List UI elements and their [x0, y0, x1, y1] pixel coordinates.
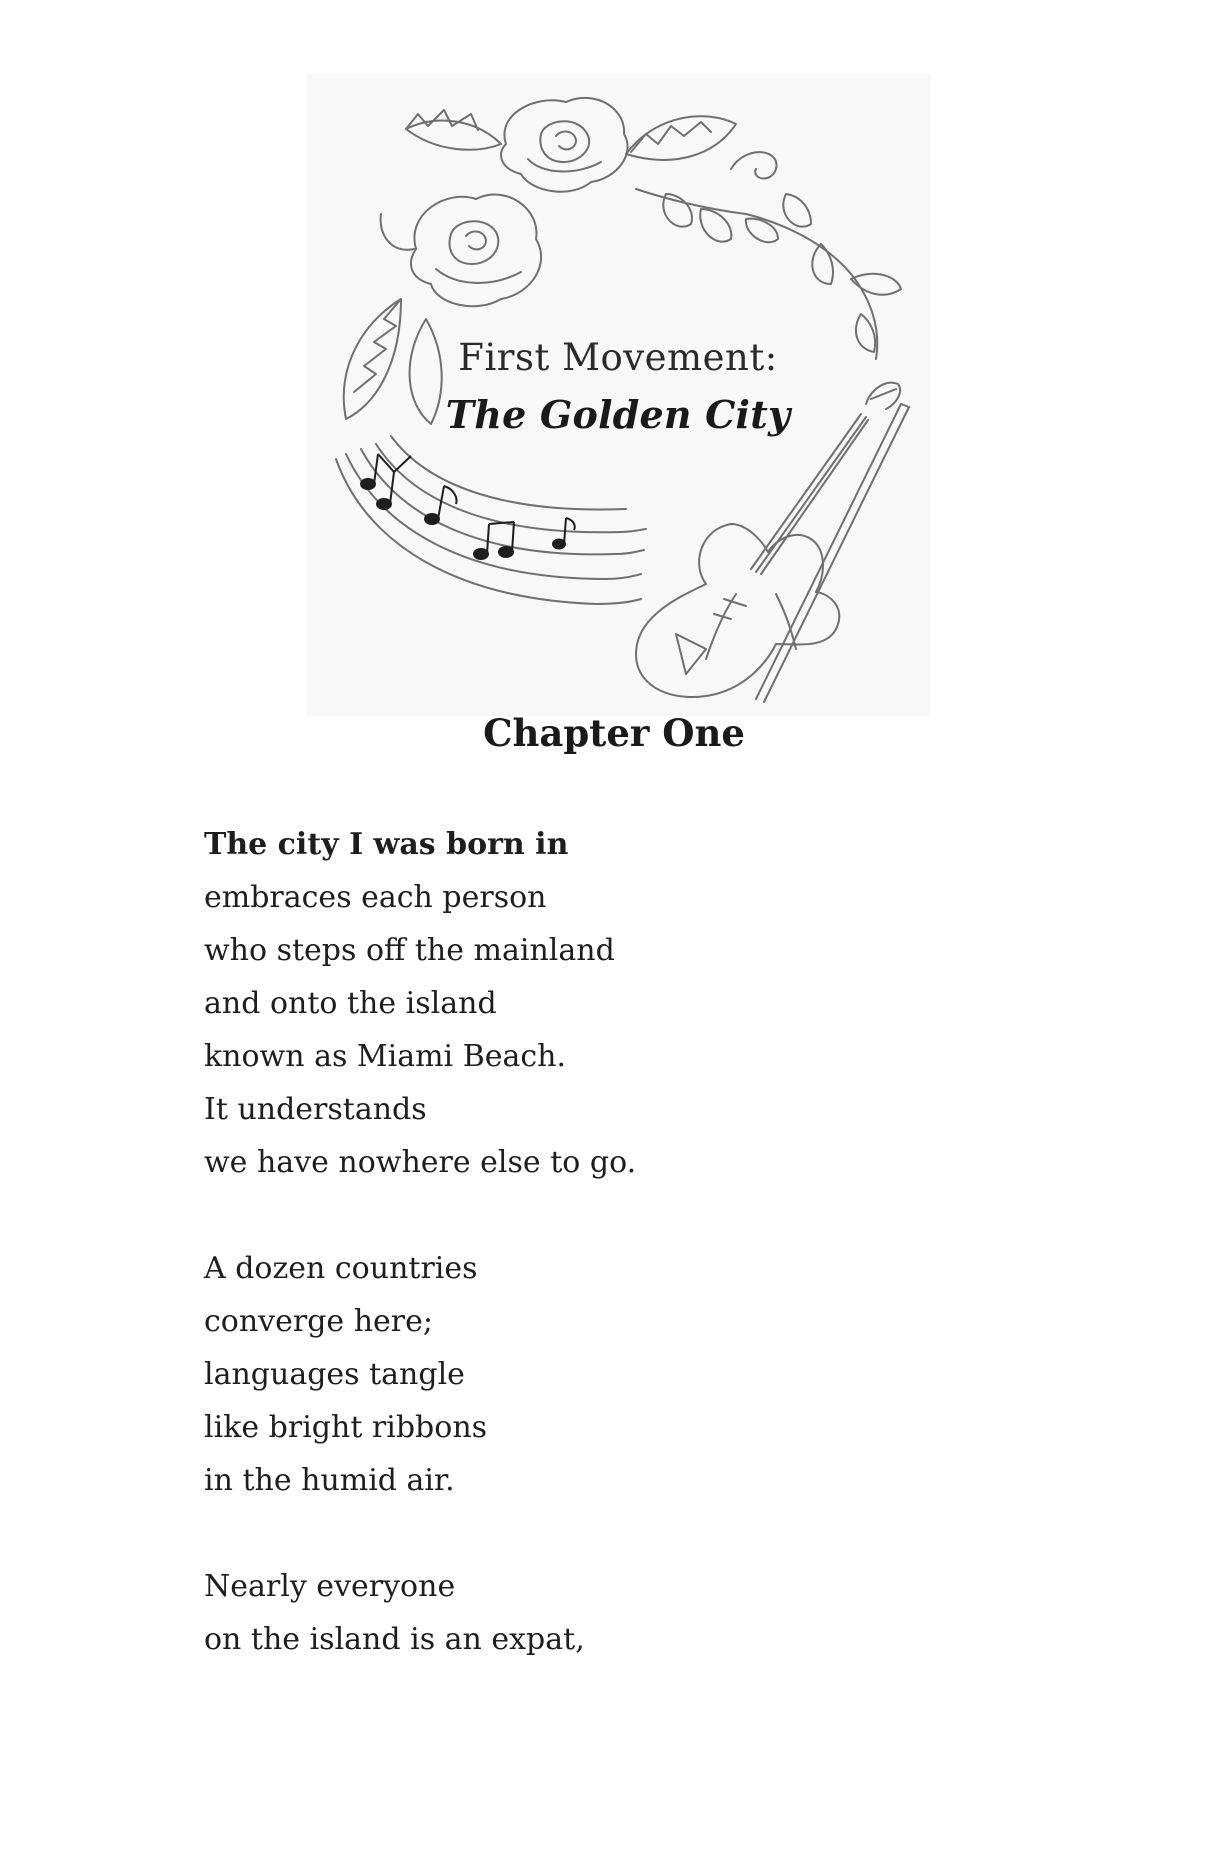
poem-line: and onto the island — [204, 986, 497, 1021]
poem-line: in the humid air. — [204, 1463, 455, 1498]
movement-title: The Golden City — [445, 392, 791, 437]
poem-stanza — [204, 818, 1104, 1189]
poem-stanza — [204, 1242, 1104, 1507]
poem-line: Nearly everyone — [204, 1569, 456, 1604]
movement-label: First Movement: — [458, 336, 778, 379]
poem-line: on the island is an expat, — [204, 1622, 585, 1657]
poem-line: It understands — [204, 1092, 427, 1127]
poem-line: The city I was born in — [204, 827, 569, 862]
poem-stanza — [204, 1560, 1104, 1666]
poem-line: A dozen countries — [204, 1251, 478, 1286]
poem-line: embraces each person — [204, 880, 547, 915]
poem-line: converge here; — [204, 1304, 433, 1339]
poem-body — [204, 818, 1104, 1719]
chapter-title: Chapter One — [483, 711, 745, 755]
poem-line: like bright ribbons — [204, 1410, 488, 1445]
chapter-illustration — [306, 74, 930, 716]
poem-line: we have nowhere else to go. — [204, 1145, 637, 1180]
poem-line: languages tangle — [204, 1357, 465, 1392]
poem-line: who steps off the mainland — [204, 933, 615, 968]
poem-line: known as Miami Beach. — [204, 1039, 567, 1074]
